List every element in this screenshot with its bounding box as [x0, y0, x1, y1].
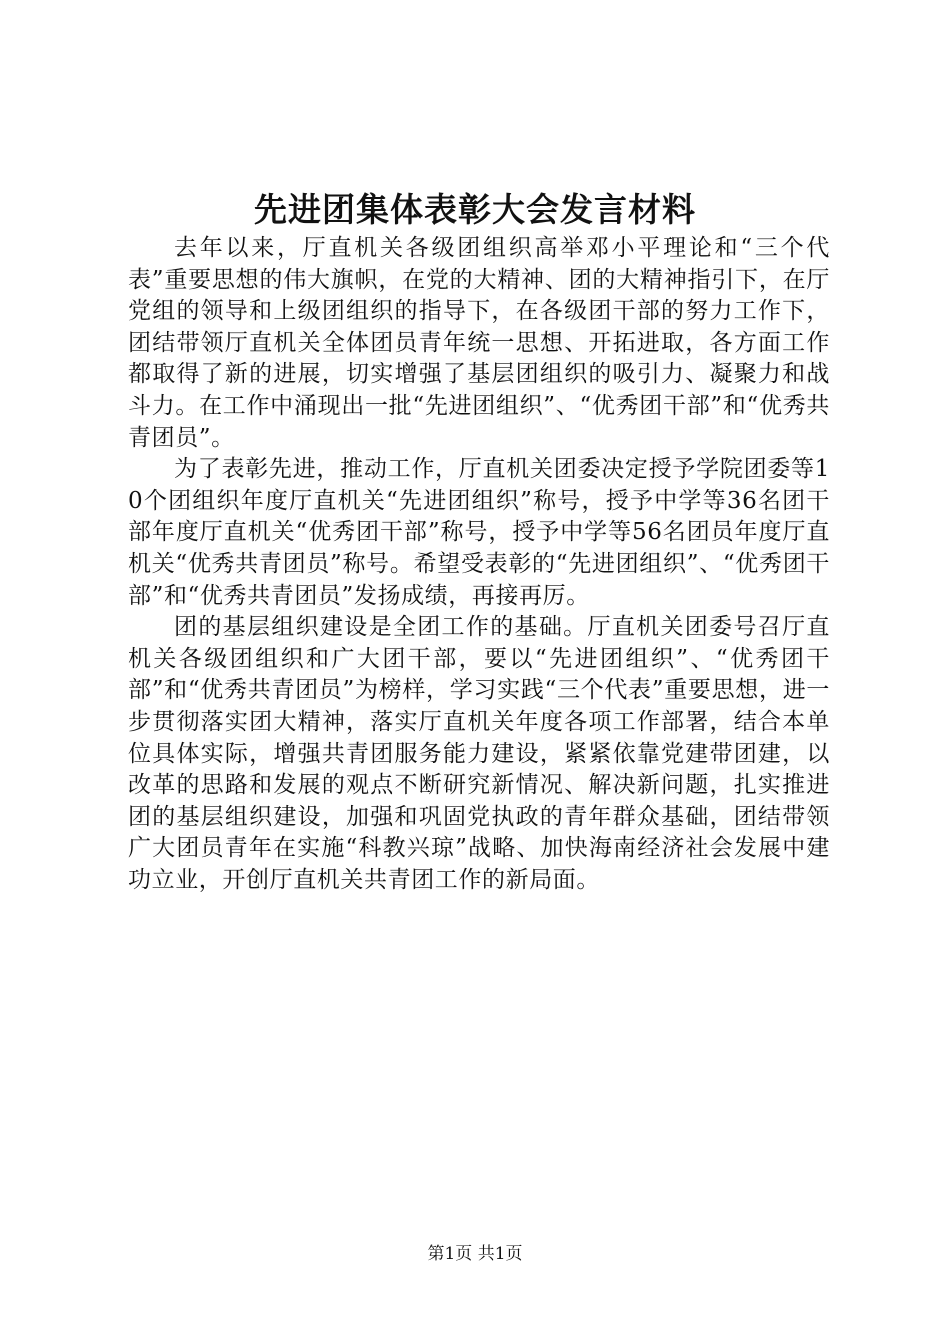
paragraph-3: 团的基层组织建设是全团工作的基础。厅直机关团委号召厅直机关各级团组织和广大团干部，要以“先进团组织”、“优秀团干部”和“优秀共青团员”为榜样，学习实践“三个代表”重要思想，进一步贯彻落实团大精神，落实厅直机关年度各项工作部署，结合本单位具体实际，增强共青团服务能力建设，紧紧依靠党建带团建，以改革的思路和发展的观点不断研究新情况、解决新问题，扎实推进团的基层组织建设，加强和巩固党执政的青年群众基础，团结带领广大团员青年在实施“科教兴琼”战略、加快海南经济社会发展中建功立业，开创厅直机关共青团工作的新局面。 [128, 614, 830, 893]
document-body [128, 233, 830, 896]
paragraph-2: 为了表彰先进，推动工作，厅直机关团委决定授予学院团委等10个团组织年度厅直机关“先进团组织”称号，授予中学等36名团干部年度厅直机关“优秀团干部”称号，授予中学等56名团员年度厅直机关“优秀共青团员”称号。希望受表彰的“先进团组织”、“优秀团干部”和“优秀共青团员”发扬成绩，再接再厉。 [128, 456, 830, 609]
document-title: 先进团集体表彰大会发言材料 [254, 190, 696, 229]
page-number-footer: 第1页 共1页 [427, 1244, 523, 1264]
paragraph-1: 去年以来，厅直机关各级团组织高举邓小平理论和“三个代表”重要思想的伟大旗帜，在党的大精神、团的大精神指引下，在厅党组的领导和上级团组织的指导下，在各级团干部的努力工作下，团结带领厅直机关全体团员青年统一思想、开拓进取，各方面工作都取得了新的进展，切实增强了基层团组织的吸引力、凝聚力和战斗力。在工作中涌现出一批“先进团组织”、“优秀团干部”和“优秀共青团员”。 [128, 235, 830, 451]
